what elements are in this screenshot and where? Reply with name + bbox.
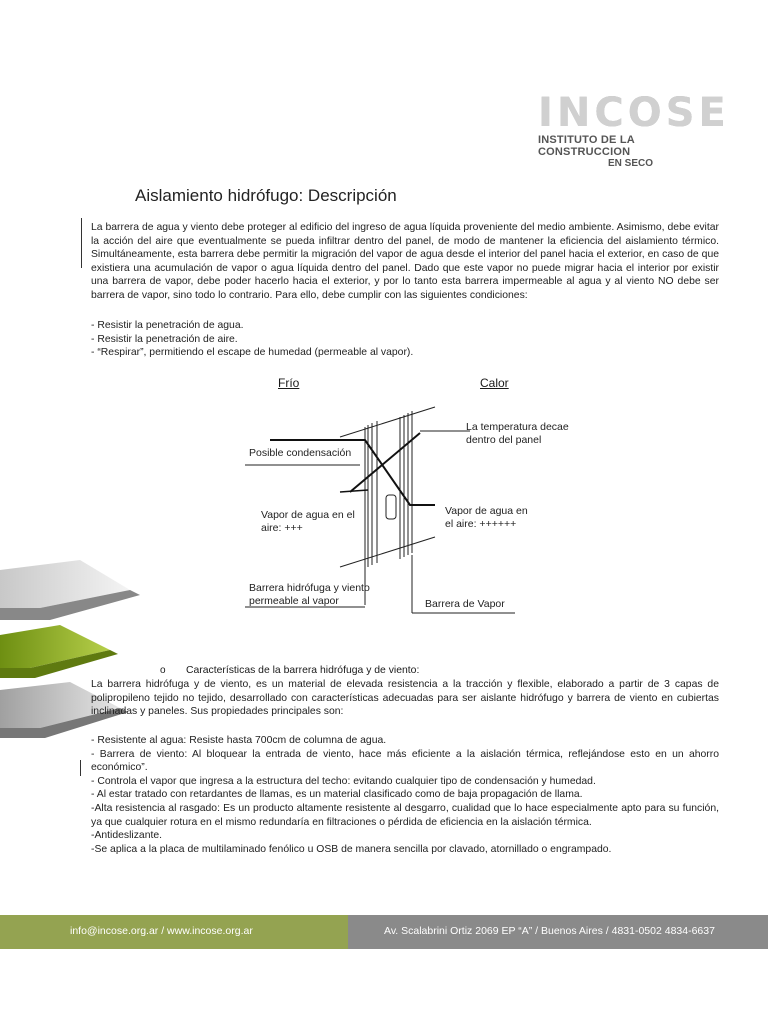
properties-list <box>91 734 719 856</box>
intro-paragraph: La barrera de agua y viento debe proteger al edificio del ingreso de agua líquida proveniente del medio ambiente. Asimismo, debe evitar la acción del aire que eventualmente se pueda infiltrar dentro del panel, de modo de mantener la eficiencia del aislamiento térmico. Simultáneamente, esta barrera debe permitir la migración del vapor de agua desde el interior del panel hacia el exterior, en caso de que existiera una acumulación de vapor o agua líquida dentro del panel. Dado que este vapor no puede migrar hacia el interior por existir una barrera de vapor, debe poder hacerlo hacia el exterior, y por lo tanto esta barrera impermeable al agua y al viento NO debe ser barrera de vapor, sino todo lo contrario. Para ello, debe cumplir con las siguientes condiciones: <box>91 222 719 301</box>
temperature-slope-line <box>350 433 420 492</box>
property-item: - Al estar tratado con retardantes de llamas, es un material clasificado como de baja propagación de llama. <box>91 789 583 801</box>
property-item: - Controla el vapor que ingresa a la estructura del techo: evitando cualquier tipo de condensación y humedad. <box>91 775 596 787</box>
section-heading: Características de la barrera hidrófuga y de viento: <box>186 665 420 676</box>
diagram-hot-label: Calor <box>480 376 509 390</box>
property-item: -Antideslizante. <box>91 830 163 842</box>
vapor-right-label <box>445 505 528 531</box>
condensation-pointer <box>340 490 368 492</box>
hydro-barrier-line2: permeable al vapor <box>249 595 339 607</box>
margin-marker <box>81 218 82 268</box>
vapor-right-line2: el aire: ++++++ <box>445 518 517 530</box>
incose-logo <box>538 90 730 169</box>
vapor-right-line1: Vapor de agua en <box>445 505 528 517</box>
logo-wordmark: INCOSE <box>538 90 730 136</box>
property-item: -Alta resistencia al rasgado: Es un producto altamente resistente al desgarro, cualidad que lo hace especialmente apto para su función, ya que cualquier rotura en el mismo redundaría en filtraciones o pérdida de eficiencia en la aislación térmica. <box>91 802 719 828</box>
logo-subtitle-line2: EN SECO <box>608 158 654 169</box>
vapor-left-line1: Vapor de agua en el <box>261 509 355 521</box>
property-item: -Se aplica a la placa de multilaminado fenólico u OSB de manera sencilla por clavado, atornillado o engrampado. <box>91 843 612 855</box>
section-bullet: o <box>160 665 166 676</box>
property-item: - Resistente al agua: Resiste hasta 700cm de columna de agua. <box>91 735 387 746</box>
condition-item: - Resistir la penetración de agua. <box>91 320 244 331</box>
deco-sheet-green <box>0 625 110 668</box>
conditions-list <box>91 319 719 360</box>
property-item: - Barrera de viento: Al bloquear la entrada de viento, hace más eficiente a la aislación térmica, reflejándose esto en un ahorro económico”. <box>91 748 719 774</box>
temperature-label <box>466 421 569 447</box>
page-title: Aislamiento hidrófugo: Descripción <box>135 186 397 205</box>
vapor-left-label <box>261 509 355 535</box>
section-body: La barrera hidrófuga y de viento, es un material de elevada resistencia a la tracción y flexible, elaborado a partir de 3 capas de polipropileno tejido no tejido, desarrollado con características adecuadas para ser aislante hidrófugo y barrera de viento en cubiertas inclinadas y paneles. Sus propiedades principales son: <box>91 679 719 718</box>
temperature-label-line2: dentro del panel <box>466 434 542 446</box>
diagram-cold-label: Frío <box>278 376 300 390</box>
condition-item: - “Respirar”, permitiendo el escape de humedad (permeable al vapor). <box>91 347 414 359</box>
vapor-left-line2: aire: +++ <box>261 522 303 534</box>
footer-address: Av. Scalabrini Ortiz 2069 EP “A” / Buenos Aires / 4831-0502 4834-6637 <box>384 925 715 937</box>
temperature-label-line1: La temperatura decae <box>466 421 569 433</box>
logo-subtitle-line1: INSTITUTO DE LA CONSTRUCCION <box>538 134 635 158</box>
vapor-barrier-label: Barrera de Vapor <box>425 598 505 610</box>
condition-item: - Resistir la penetración de aire. <box>91 333 238 345</box>
condensation-label: Posible condensación <box>249 447 352 459</box>
footer-contact-link[interactable]: info@incose.org.ar / www.incose.org.ar <box>70 925 253 937</box>
margin-marker <box>80 760 81 776</box>
hydro-barrier-label <box>249 582 370 608</box>
hydro-barrier-line1: Barrera hidrófuga y viento <box>249 582 370 594</box>
